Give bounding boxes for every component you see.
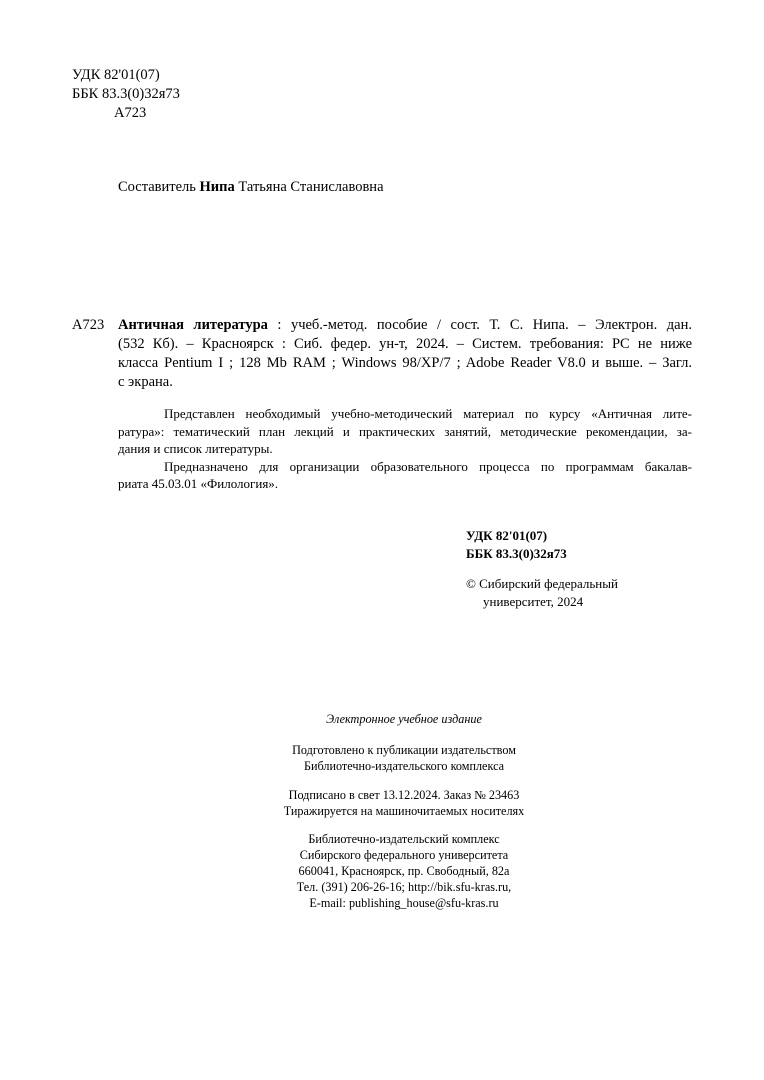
bbk-code-bold: ББК 83.3(0)32я73 (466, 545, 567, 561)
address-line-1: Библиотечно-издательский комплекс (308, 832, 500, 846)
author-mark: А723 (114, 105, 147, 121)
address-line-2: Сибирского федерального университета (299, 848, 509, 862)
annotation-p2-line-2: риата 45.03.01 «Филология». (118, 476, 279, 491)
bbk-code: ББК 83.3(0)32я73 (72, 86, 180, 102)
annotation-p1-line-3: дания и список литературы. (118, 441, 273, 456)
classification-index-bold (466, 527, 567, 562)
classification-index-block (72, 66, 180, 123)
biblio-author-mark: А723 (72, 317, 105, 333)
udk-code: УДК 82'01(07) (72, 67, 160, 83)
compiler-label: Составитель (118, 179, 200, 195)
copies-line: Тиражируется на машиночитаемых носителях (283, 804, 525, 818)
signed-line: Подписано в свет 13.12.2024. Заказ № 23463 (288, 788, 520, 802)
annotation-p1-line-2: ратура»: тематический план лекций и практических занятий, методические рекомендации, за- (118, 423, 692, 439)
address-line-3: 660041, Красноярск, пр. Свободный, 82а (298, 864, 510, 878)
compiler-name: Татьяна Станиславовна (234, 179, 384, 195)
prepared-line-2: Библиотечно-издательского комплекса (303, 759, 505, 773)
biblio-line-4: с экрана. (118, 374, 173, 390)
edition-type: Электронное учебное издание (326, 712, 482, 726)
bibliographic-record (72, 316, 692, 392)
biblio-line-3: класса Pentium I ; 128 Mb RAM ; Windows 98/XP/7 ; Adobe Reader V8.0 и выше. – Загл. (118, 355, 692, 371)
address-line-5: E-mail: publishing_house@sfu-kras.ru (309, 896, 499, 910)
copyright-line-1: © Сибирский федеральный (466, 576, 618, 591)
address-line-4: Тел. (391) 206-26-16; http://bik.sfu-kras.ru, (296, 880, 512, 894)
copyright-line-2: университет, 2024 (483, 593, 584, 609)
book-title: Античная литература (118, 317, 268, 333)
udk-code-bold: УДК 82'01(07) (466, 528, 548, 543)
publisher-address-block (0, 831, 764, 911)
biblio-line-1-rest: : учеб.-метод. пособие / сост. Т. С. Нипа. – Электрон. дан. (267, 317, 692, 333)
biblio-line-2: (532 Кб). – Красноярск : Сиб. федер. ун-т, 2024. – Систем. требования: PC не ниже (118, 336, 692, 352)
annotation (118, 405, 692, 493)
publication-block (0, 787, 764, 819)
prepared-line-1: Подготовлено к публикации издательством (292, 743, 516, 757)
biblio-line-1 (118, 316, 692, 335)
prepared-block (0, 742, 764, 774)
compiler-surname: Нипа (199, 179, 235, 195)
annotation-p1-line-1: Представлен необходимый учебно-методический материал по курсу «Античная лите- (164, 406, 692, 421)
compiler-line (118, 178, 384, 197)
copyright-notice (466, 575, 618, 610)
annotation-p2-line-1: Предназначено для организации образовательного процесса по программам бакалав- (164, 458, 692, 474)
biblio-text (118, 316, 692, 392)
